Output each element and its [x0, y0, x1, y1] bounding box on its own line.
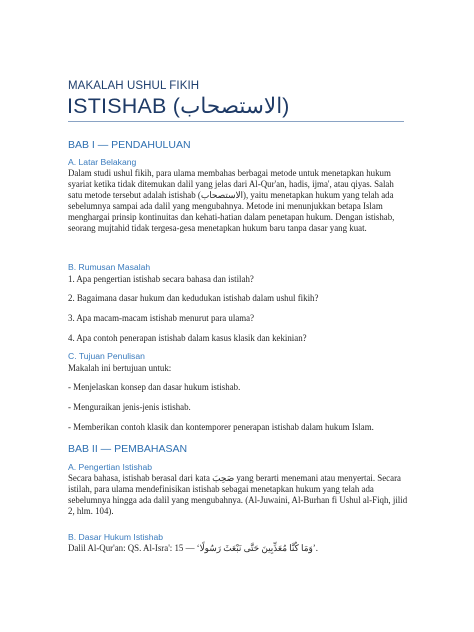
- tujuan-intro: Makalah ini bertujuan untuk:: [68, 363, 172, 373]
- tujuan-penulisan-heading: C. Tujuan Penulisan: [68, 351, 145, 361]
- tujuan-item-2: - Menguraikan jenis-jenis istishab.: [68, 402, 191, 412]
- pengertian-text: Secara bahasa, istishab berasal dari kata صَحِبَ yang berarti menemani atau menyertai. Secara istilah, para ulama mendefinisikan istishab sebagai menetapkan hukum yang telah ada sebelumnya hingga ada dalil yang mengubahnya. (Al-Juwaini, Al-Burhan fi Ushul al-Fiqh, jilid 2, hlm. 104).: [68, 473, 408, 516]
- rumusan-item-3: 3. Apa macam-macam istishab menurut para ulama?: [68, 313, 255, 323]
- pengertian-heading: A. Pengertian Istishab: [68, 462, 153, 472]
- document-title: ISTISHAB (الاستصحاب): [67, 94, 290, 118]
- rumusan-item-1: 1. Apa pengertian istishab secara bahasa dan istilah?: [68, 274, 254, 284]
- latar-belakang-heading: A. Latar Belakang: [68, 157, 137, 167]
- rumusan-masalah-heading: B. Rumusan Masalah: [68, 262, 151, 272]
- dasar-hukum-text: Dalil Al-Qur'an: QS. Al-Isra': 15 — ‘وَمَا كُنَّا مُعَذِّبِينَ حَتَّى نَبْعَثَ رَسُولًا’.: [68, 543, 318, 553]
- rumusan-item-4: 4. Apa contoh penerapan istishab dalam kasus klasik dan kekinian?: [68, 333, 307, 343]
- latar-belakang-text: Dalam studi ushul fikih, para ulama membahas berbagai metode untuk menetapkan hukum syariat ketika tidak ditemukan dalil yang jelas dari Al-Qur'an, hadis, ijma', atau qiyas. Salah satu metode tersebut adalah istishab (الاستصحاب), yaitu menetapkan hukum yang telah ada sebelumnya sampai ada dalil yang mengubahnya. Metode ini menunjukkan betapa Islam menghargai prinsip kontinuitas dan kehati-hatian dalam penetapan hukum. Dengan istishab, seorang mujtahid tidak tergesa-gesa menetapkan hukum baru tanpa dasar yang kuat.: [68, 168, 395, 233]
- bab2-heading: BAB II — PEMBAHASAN: [68, 443, 188, 455]
- tujuan-item-1: - Menjelaskan konsep dan dasar hukum istishab.: [68, 382, 241, 392]
- dasar-hukum-heading: B. Dasar Hukum Istishab: [68, 532, 164, 542]
- title-divider: [68, 121, 404, 122]
- bab1-heading: BAB I — PENDAHULUAN: [68, 139, 191, 151]
- document-pre-title: MAKALAH USHUL FIKIH: [68, 80, 200, 92]
- tujuan-item-3: - Memberikan contoh klasik dan kontemporer penerapan istishab dalam hukum Islam.: [68, 422, 374, 432]
- rumusan-item-2: 2. Bagaimana dasar hukum dan kedudukan istishab dalam ushul fikih?: [68, 293, 319, 303]
